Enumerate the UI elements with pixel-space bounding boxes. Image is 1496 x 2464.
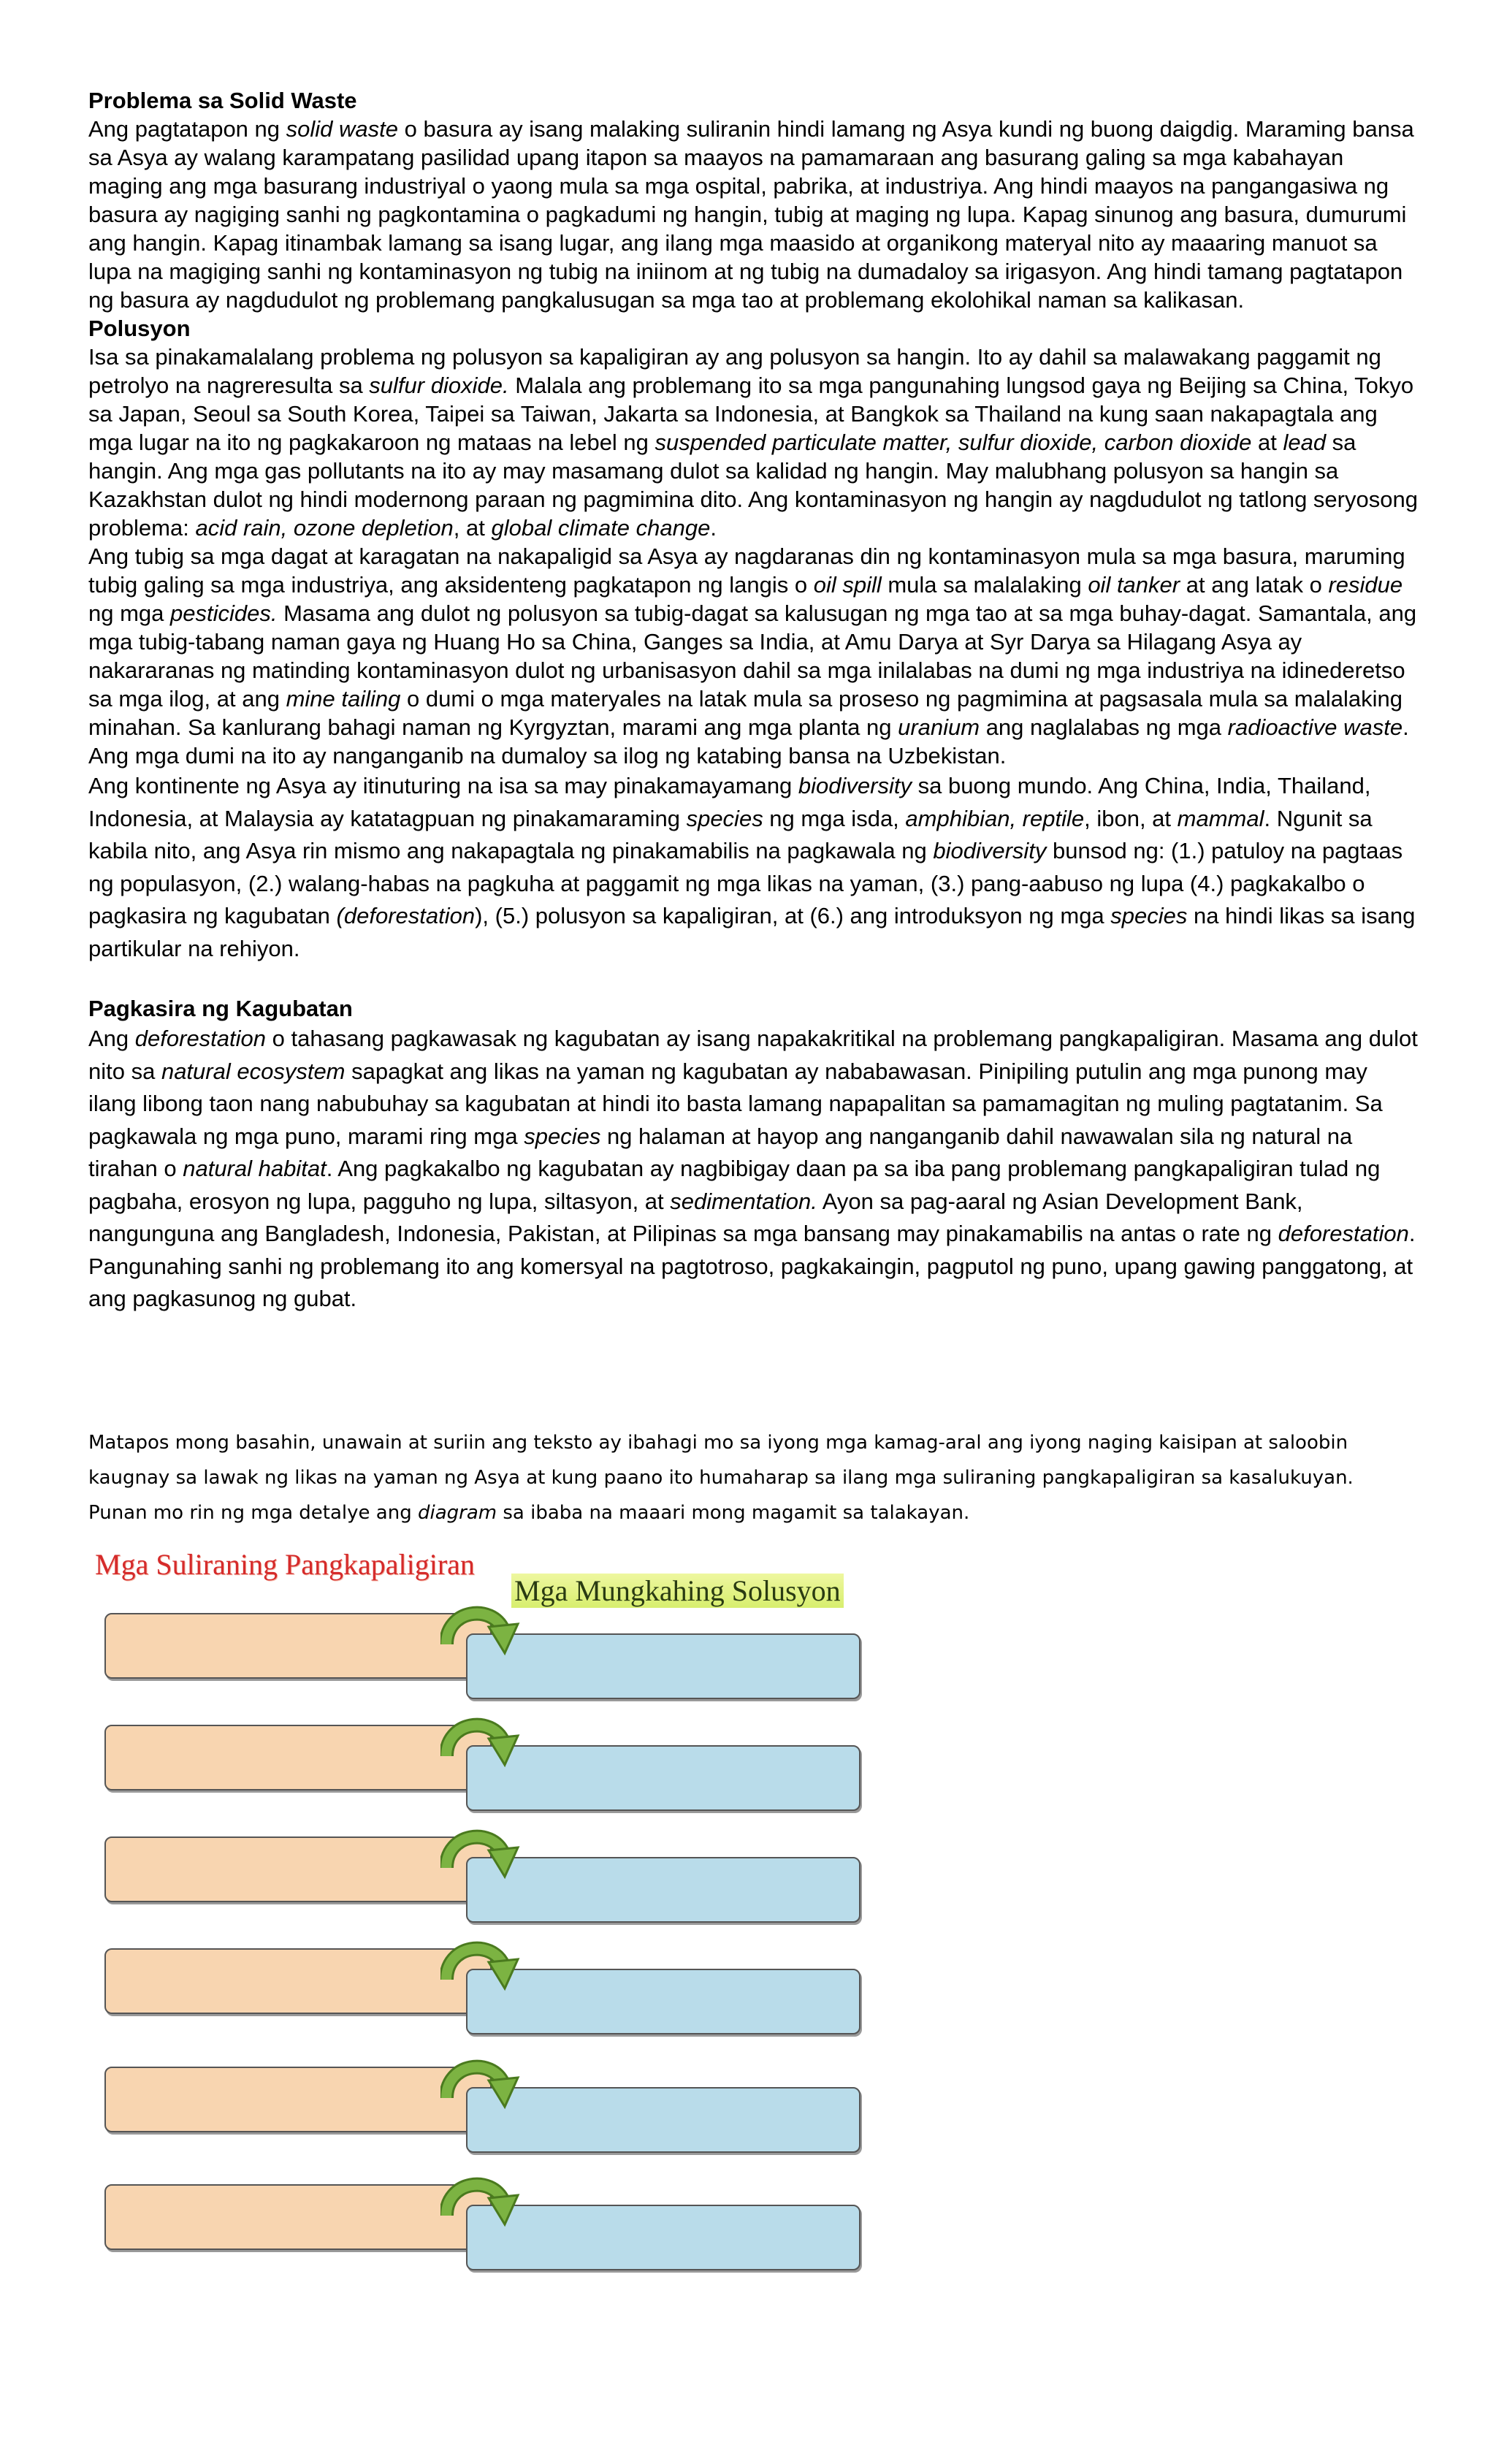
- diagram-row: [104, 1948, 864, 2021]
- problem-input-box[interactable]: [104, 1613, 492, 1679]
- section-title: Problema sa Solid Waste: [88, 88, 357, 113]
- problem-input-box[interactable]: [104, 1725, 492, 1790]
- curved-arrow-icon: [440, 1602, 521, 1660]
- diagram-row: [104, 1725, 864, 1798]
- problem-input-box[interactable]: [104, 2184, 492, 2250]
- diagram-row: [104, 2184, 864, 2257]
- solution-input-box[interactable]: [466, 1969, 860, 2034]
- curved-arrow-icon: [440, 2056, 521, 2114]
- problem-solution-diagram: [95, 1547, 869, 2278]
- curved-arrow-icon: [440, 1937, 521, 1996]
- solution-input-box[interactable]: [466, 2087, 860, 2153]
- paragraph: Ang kontinente ng Asya ay itinuturing na isa sa may pinakamayamang biodiversity sa buong mundo. Ang China, India, Thailand, Indonesia, at Malaysia ay katatagpuan ng pinakamaraming species ng mga isda, amphibian, reptile, ibon, at mammal. Ngunit sa kabila nito, ang Asya rin mismo ang nakapagtala ng pinakamabilis na pagkawala ng biodiversity bunsod ng: (1.) patuloy na pagtaas ng populasyon, (2.) walang-habas na pagkuha at paggamit ng mga likas na yaman, (3.) pang-aabuso ng lupa (4.) pagkakalbo o pagkasira ng kagubatan (deforestation), (5.) polusyon sa kapaligiran, at (6.) ang introduksyon ng mga species na hindi likas sa isang partikular na rehiyon.: [88, 773, 1416, 961]
- curved-arrow-icon: [440, 2173, 521, 2232]
- diagram-row: [104, 2067, 864, 2140]
- section-title: Polusyon: [88, 316, 191, 341]
- paragraph: Isa sa pinakamalalang problema ng polusyon sa kapaligiran ay ang polusyon sa hangin. Ito ay dahil sa malawakang paggamit ng petrolyo na nagreresulta sa sulfur dioxide. Malala ang problemang ito sa mga pangunahing lungsod gaya ng Beijing sa China, Tokyo sa Japan, Seoul sa South Korea, Taipei sa Taiwan, Jakarta sa Indonesia, at Bangkok sa Thailand na kung saan nakapagtala ang mga lugar na ito ng pagkakaroon ng mataas na lebel ng suspended particulate matter, sulfur dioxide, carbon dioxide at lead sa hangin. Ang mga gas pollutants na ito ay may masamang dulot sa kalidad ng hangin. May malubhang polusyon sa hangin sa Kazakhstan dulot ng hindi modernong paraan ng pagmimina dito. Ang kontaminasyon ng hangin ay nagdudulot ng tatlong seryosong problema: acid rain, ozone depletion, at global climate change.: [88, 344, 1418, 541]
- paragraph: Ang tubig sa mga dagat at karagatan na nakapaligid sa Asya ay nagdaranas din ng kontaminasyon mula sa mga basura, maruming tubig galing sa mga industriya, ang aksidenteng pagkatapon ng langis o oil spill mula sa malalaking oil tanker at ang latak o residue ng mga pesticides. Masama ang dulot ng polusyon sa tubig-dagat sa kalusugan ng mga tao at sa mga buhay-dagat. Samantala, ang mga tubig-tabang naman gaya ng Huang Ho sa China, Ganges sa India, at Amu Darya at Syr Darya sa Hilagang Asya ay nakararanas ng matinding kontaminasyon dulot ng urbanisasyon dahil sa mga inilalabas na dumi ng mga industriya na idinederetso sa mga ilog, at ang mine tailing o dumi o mga materyales na latak mula sa proseso ng pagmimina at pagsasala mula sa malalaking minahan. Sa kanlurang bahagi naman ng Kyrgyztan, marami ang mga planta ng uranium ang naglalabas ng mga radioactive waste. Ang mga dumi na ito ay nanganganib na dumaloy sa ilog ng katabing bansa na Uzbekistan.: [88, 543, 1417, 768]
- section-title: Pagkasira ng Kagubatan: [88, 996, 353, 1021]
- curved-arrow-icon: [440, 1714, 521, 1772]
- diagram-row: [104, 1836, 864, 1910]
- solution-input-box[interactable]: [466, 1633, 860, 1699]
- solution-input-box[interactable]: [466, 1745, 860, 1811]
- diagram-row: [104, 1613, 864, 1686]
- section-solid-waste: [88, 86, 1418, 314]
- solution-input-box[interactable]: [466, 1857, 860, 1923]
- diagram-left-title: Mga Suliraning Pangkapaligiran: [95, 1548, 475, 1581]
- curved-arrow-icon: [440, 1826, 521, 1884]
- paragraph: Ang pagtatapon ng solid waste o basura ay isang malaking suliranin hindi lamang ng Asya kundi ng buong daigdig. Maraming bansa sa Asya ay walang karampatang pasilidad upang itapon sa maayos na pamamaraan ang basurang galing sa mga kabahayan maging ang mga basurang industriyal o yaong mula sa mga ospital, pabrika, at industriya. Ang hindi maayos na pangangasiwa ng basura ay nagiging sanhi ng pagkontamina o pagkadumi ng hangin, tubig at maging ng lupa. Kapag sinunog ang basura, dumurumi ang hangin. Kapag itinambak lamang sa isang lugar, ang ilang mga maasido at organikong materyal nito ay maaaring manuot sa lupa na magiging sanhi ng kontaminasyon ng tubig na iniinom at ng tubig na dumadaloy sa irigasyon. Ang hindi tamang pagtatapon ng basura ay nagdudulot ng problemang pangkalusugan sa mga tao at problemang ekolohikal naman sa kalikasan.: [88, 116, 1414, 313]
- problem-input-box[interactable]: [104, 2067, 492, 2132]
- diagram-right-title: Mga Mungkahing Solusyon: [511, 1574, 844, 1608]
- document-body: [88, 86, 1418, 1316]
- section-polusyon: [88, 314, 1418, 965]
- problem-input-box[interactable]: [104, 1948, 492, 2014]
- problem-input-box[interactable]: [104, 1836, 492, 1902]
- section-kagubatan: [88, 994, 1418, 1316]
- activity-instruction: Matapos mong basahin, unawain at suriin ang teksto ay ibahagi mo sa iyong mga kamag-aral ang iyong naging kaisipan at saloobin kaugnay sa lawak ng likas na yaman ng Asya at kung paano ito humaharap sa ilang mga suliraning pangkapaligiran sa kasalukuyan. Punan mo rin ng mga detalye ang diagram sa ibaba na maaari mong magamit sa talakayan.: [88, 1432, 1354, 1524]
- paragraph: Ang deforestation o tahasang pagkawasak ng kagubatan ay isang napakakritikal na problemang pangkapaligiran. Masama ang dulot nito sa natural ecosystem sapagkat ang likas na yaman ng kagubatan ay nababawasan. Pinipiling putulin ang mga punong may ilang libong taon nang nabubuhay sa kagubatan at hindi ito basta lamang napapalitan sa pamamagitan ng muling pagtatanim. Sa pagkawala ng mga puno, marami ring mga species ng halaman at hayop ang nanganganib dahil nawawalan sila ng natural na tirahan o natural habitat. Ang pagkakalbo ng kagubatan ay nagbibigay daan pa sa iba pang problemang pangkapaligiran tulad ng pagbaha, erosyon ng lupa, pagguho ng lupa, siltasyon, at sedimentation. Ayon sa pag-aaral ng Asian Development Bank, nangunguna ang Bangladesh, Indonesia, Pakistan, at Pilipinas sa mga bansang may pinakamabilis na antas o rate ng deforestation. Pangunahing sanhi ng problemang ito ang komersyal na pagtotroso, pagkakaingin, pagputol ng puno, upang gawing panggatong, at ang pagkasunog ng gubat.: [88, 1026, 1418, 1311]
- solution-input-box[interactable]: [466, 2205, 860, 2270]
